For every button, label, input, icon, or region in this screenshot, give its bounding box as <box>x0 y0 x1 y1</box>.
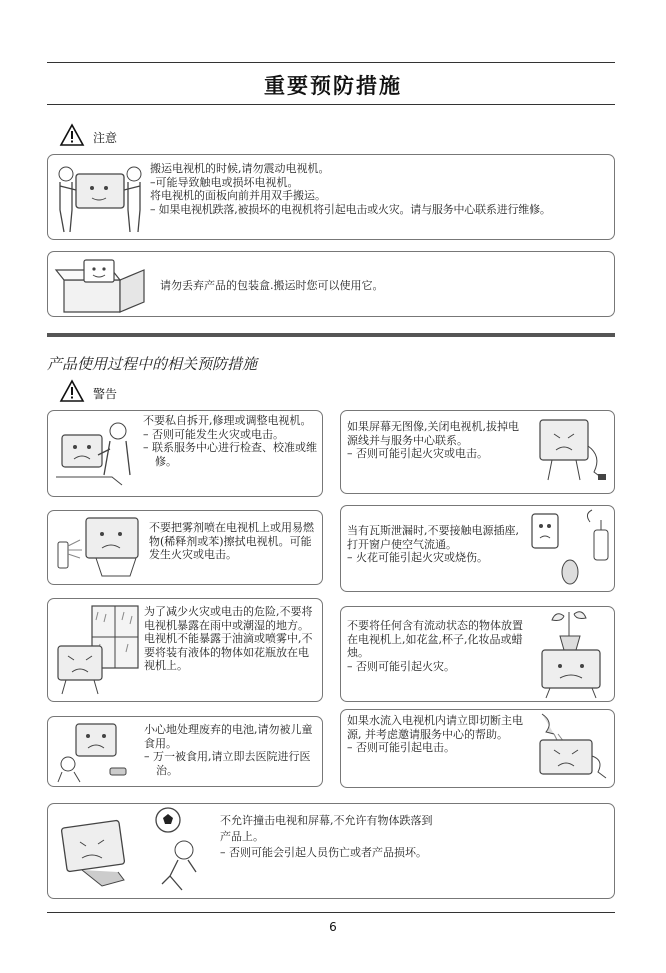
text-line: – 否则可能引起火灾。 <box>347 659 455 673</box>
text-line: – 火花可能引起火灾或烧伤。 <box>347 551 488 564</box>
unplugged-tv-illustration <box>532 416 610 488</box>
top-rule <box>47 62 615 63</box>
warning-triangle-icon <box>60 380 84 402</box>
text-line: 不允许撞击电视和屏幕,不允许有物体跌落到产品上。 <box>220 814 433 843</box>
child-with-battery-illustration <box>54 720 140 784</box>
warning-text-battery <box>144 723 320 777</box>
warning-triangle-icon <box>60 124 84 146</box>
text-line: – 万一被食用,请立即去医院进行医治。 <box>144 750 311 777</box>
bottom-rule <box>47 912 615 913</box>
warning-text-liquid-objects <box>347 619 525 673</box>
text-line: – 如果电视机跌落,被损坏的电视机将引起电击或火灾。请与服务中心联系进行维修。 <box>150 202 551 216</box>
warning-text-no-picture <box>347 420 523 461</box>
warning-text-spray <box>149 521 320 562</box>
two-people-carrying-tv-illustration <box>54 160 144 234</box>
caution-box-carry-text <box>150 162 612 216</box>
text-line: 将电视机的面板向前并用双手搬运。 <box>150 189 326 202</box>
person-disassembling-tv-illustration <box>52 415 138 489</box>
text-line: 不要私自拆开,修理或调整电视机。 <box>143 414 312 427</box>
text-line: 如果屏幕无图像,关闭电视机,拔掉电源线并与服务中心联系。 <box>347 420 519 447</box>
warning-text-impact <box>220 813 442 861</box>
section-divider <box>47 333 615 337</box>
caution-label: 注意 <box>93 131 118 145</box>
text-line: 不要将任何含有流动状态的物体放置在电视机上,如花盆,杯子,化妆品或蜡烛。 <box>347 619 523 659</box>
child-kicking-ball-at-tv-illustration <box>58 806 208 896</box>
warning-text-rain <box>144 605 319 673</box>
tv-in-box-illustration <box>56 256 152 314</box>
text-line: 如果水流入电视机内请立即切断主电源, 并考虑邀请服务中心的帮助。 <box>347 714 523 741</box>
text-line: – 否则可能引起火灾或电击。 <box>347 447 488 460</box>
tv-near-window-rain-illustration <box>52 604 142 696</box>
title-rule <box>47 104 615 105</box>
water-into-tv-illustration <box>532 712 612 784</box>
usage-section-heading: 产品使用过程中的相关预防措施 <box>47 355 258 373</box>
page-number: 6 <box>329 920 337 934</box>
warning-text-gas-leak <box>347 524 527 565</box>
text-line: – 否则可能引起电击。 <box>347 741 455 754</box>
gas-leak-socket-illustration <box>530 510 612 588</box>
text-line: –可能导致触电或损坏电视机。 <box>150 175 299 189</box>
spraying-tv-illustration <box>52 514 144 582</box>
tv-with-flowerpot-illustration <box>534 610 612 698</box>
warning-label: 警告 <box>93 387 118 401</box>
caution-box-packaging-text: 请勿丢弃产品的包装盒.搬运时您可以使用它。 <box>160 279 384 292</box>
text-line: 当有瓦斯泄漏时,不要接触电源插座,打开窗户使空气流通。 <box>347 524 519 551</box>
text-line: 不要把雾剂喷在电视机上或用易燃物(稀释剂或苯)擦拭电视机。可能发生火灾或电击。 <box>149 521 314 561</box>
warning-text-water <box>347 714 527 755</box>
text-line: 搬运电视机的时候,请勿震动电视机。 <box>150 162 330 175</box>
warning-text-disassemble <box>143 414 319 468</box>
text-line: – 联系服务中心进行检查、校准或维修。 <box>143 441 317 468</box>
text-line: – 否则可能会引起人员伤亡或者产品损坏。 <box>220 846 427 859</box>
page-title: 重要预防措施 <box>264 74 402 98</box>
text-line: 小心地处理废弃的电池,请勿被儿童食用。 <box>144 723 313 750</box>
text-line: – 否则可能发生火灾或电击。 <box>143 427 284 441</box>
text-line: 为了减少火灾或电击的危险,不要将电视机暴露在雨中或潮湿的地方。电视机不能暴露于油滴或喷雾中,不要将装有液体的物体如花瓶放在电视机上。 <box>144 605 313 672</box>
